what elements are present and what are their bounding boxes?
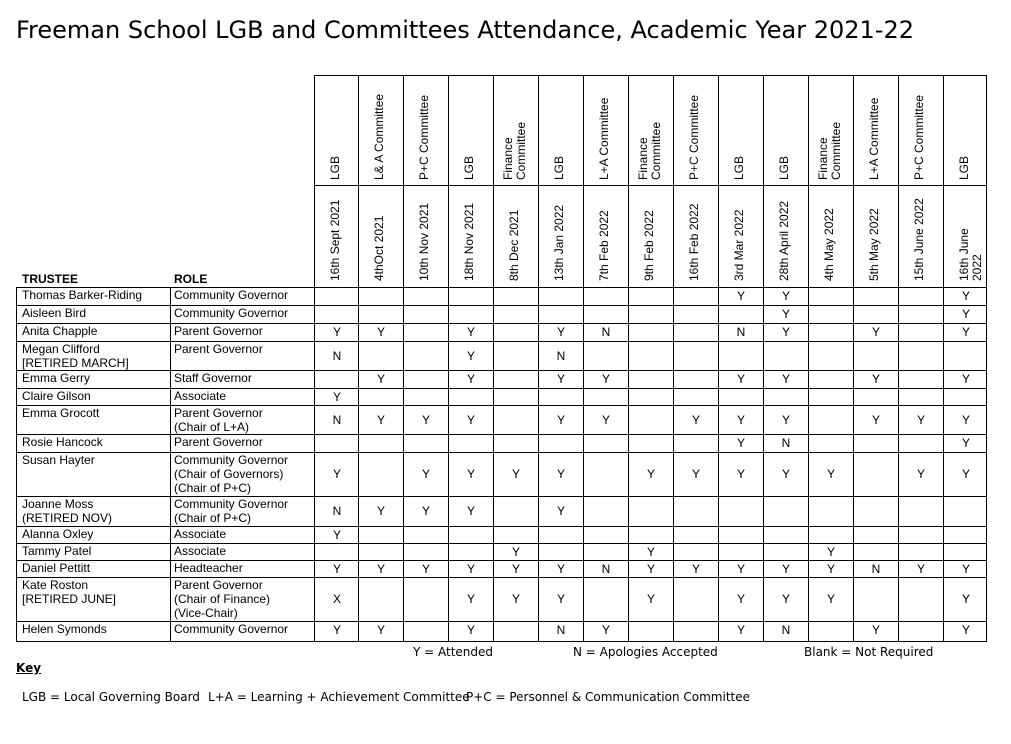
meeting-type-label: LGB: [462, 155, 476, 180]
attendance-mark: Y: [466, 349, 475, 363]
attendance-mark: Y: [466, 413, 475, 427]
attendance-mark: Y: [736, 289, 745, 303]
attendance-mark: Y: [961, 289, 970, 303]
grid-vline: [853, 75, 854, 641]
attendance-mark: Y: [961, 372, 970, 386]
attendance-mark: Y: [646, 545, 655, 559]
role-header: ROLE: [174, 272, 208, 286]
grid-hline: [16, 287, 987, 288]
attendance-mark: Y: [961, 467, 970, 481]
grid-vline: [898, 75, 899, 641]
attendance-mark: Y: [466, 623, 475, 637]
page-title: Freeman School LGB and Committees Attendance, Academic Year 2021-22: [16, 16, 915, 44]
attendance-mark: Y: [511, 545, 520, 559]
attendance-mark: Y: [601, 372, 610, 386]
meeting-date-label: 10th Nov 2021: [417, 202, 431, 281]
grid-vline: [718, 75, 719, 641]
grid-vline: [943, 75, 944, 641]
attendance-mark: Y: [916, 562, 925, 576]
attendance-mark: N: [781, 436, 791, 450]
attendance-mark: Y: [466, 467, 475, 481]
attendance-mark: Y: [871, 325, 880, 339]
grid-hline: [16, 323, 987, 324]
attendance-mark: Y: [466, 592, 475, 606]
meeting-date-label: 16th Feb 2022: [687, 203, 701, 281]
meeting-type-label: L& A Committee: [372, 93, 386, 180]
attendance-mark: Y: [961, 307, 970, 321]
attendance-mark: Y: [826, 467, 835, 481]
meeting-type-label: L+A Committee: [597, 97, 611, 180]
attendance-mark: N: [601, 562, 611, 576]
attendance-mark: Y: [781, 307, 790, 321]
trustee-header: TRUSTEE: [22, 272, 79, 286]
attendance-mark: Y: [421, 504, 430, 518]
attendance-mark: Y: [511, 467, 520, 481]
attendance-mark: Y: [332, 623, 341, 637]
attendance-mark: Y: [376, 623, 385, 637]
attendance-mark: Y: [376, 504, 385, 518]
attendance-mark: Y: [511, 592, 520, 606]
grid-hline: [16, 496, 987, 497]
legend-apologies: N = Apologies Accepted: [573, 645, 718, 659]
legend-blank: Blank = Not Required: [804, 645, 934, 659]
meeting-type-label: P+C Committee: [687, 94, 701, 180]
trustee-name: Anita Chapple: [22, 324, 98, 338]
grid-vline: [403, 75, 404, 641]
attendance-mark: Y: [781, 413, 790, 427]
attendance-mark: Y: [961, 325, 970, 339]
meeting-date-label: 28th April 2022: [777, 200, 791, 281]
grid-vline: [673, 75, 674, 641]
attendance-mark: Y: [826, 545, 835, 559]
attendance-mark: Y: [646, 562, 655, 576]
grid-hline: [16, 577, 987, 578]
meeting-date-label: 16th Sept 2021: [328, 199, 342, 281]
attendance-mark: Y: [421, 562, 430, 576]
meeting-type-label: LGB: [732, 155, 746, 180]
attendance-mark: N: [781, 623, 791, 637]
grid-vline: [583, 75, 584, 641]
trustee-role: Parent Governor: [174, 324, 263, 338]
attendance-mark: Y: [376, 562, 385, 576]
grid-hline: [16, 388, 987, 389]
trustee-role: Community Governor: [174, 622, 289, 636]
attendance-mark: Y: [736, 467, 745, 481]
attendance-mark: Y: [871, 413, 880, 427]
attendance-mark: Y: [916, 467, 925, 481]
attendance-mark: N: [871, 562, 881, 576]
attendance-mark: Y: [466, 504, 475, 518]
trustee-name: Claire Gilson: [22, 389, 91, 403]
attendance-mark: N: [736, 325, 746, 339]
attendance-mark: Y: [961, 413, 970, 427]
meeting-date-label: 3rd Mar 2022: [732, 209, 746, 281]
attendance-mark: Y: [466, 325, 475, 339]
trustee-name: Aisleen Bird: [22, 306, 87, 320]
attendance-mark: Y: [781, 467, 790, 481]
attendance-mark: N: [601, 325, 611, 339]
trustee-role: Parent Governor: [174, 342, 263, 356]
meeting-type-label: Finance Committee: [636, 121, 663, 180]
meeting-type-label: P+C Committee: [912, 94, 926, 180]
trustee-role: Parent Governor (Chair of Finance) (Vice-Chair): [174, 578, 271, 620]
trustee-name: Thomas Barker-Riding: [22, 288, 143, 302]
grid-hline: [16, 641, 987, 642]
attendance-mark: Y: [916, 413, 925, 427]
trustee-role: Community Governor: [174, 288, 289, 302]
attendance-mark: Y: [826, 562, 835, 576]
attendance-mark: Y: [511, 562, 520, 576]
attendance-mark: Y: [736, 592, 745, 606]
attendance-mark: Y: [466, 562, 475, 576]
trustee-name: Joanne Moss (RETIRED NOV): [22, 497, 112, 525]
trustee-name: Susan Hayter: [22, 453, 95, 467]
grid-hline: [16, 370, 987, 371]
trustee-role: Associate: [174, 544, 227, 558]
attendance-mark: Y: [421, 467, 430, 481]
trustee-name: Rosie Hancock: [22, 435, 103, 449]
attendance-mark: Y: [376, 372, 385, 386]
grid-hline: [16, 560, 987, 561]
meeting-date-label: 4thOct 2021: [372, 215, 386, 281]
attendance-mark: Y: [556, 325, 565, 339]
attendance-mark: Y: [556, 467, 565, 481]
grid-vline: [986, 75, 987, 641]
attendance-mark: Y: [736, 562, 745, 576]
meeting-type-label: L+A Committee: [867, 97, 881, 180]
trustee-role: Parent Governor: [174, 435, 263, 449]
trustee-role: Community Governor (Chair of P+C): [174, 497, 289, 525]
trustee-role: Parent Governor (Chair of L+A): [174, 406, 263, 434]
trustee-name: Helen Symonds: [22, 622, 107, 636]
attendance-mark: Y: [961, 436, 970, 450]
attendance-mark: Y: [376, 325, 385, 339]
trustee-role: Community Governor (Chair of Governors) (Chair of P+C): [174, 453, 289, 495]
grid-hline: [16, 434, 987, 435]
trustee-name: Kate Roston [RETIRED JUNE]: [22, 578, 117, 606]
attendance-mark: Y: [332, 325, 341, 339]
attendance-mark: Y: [781, 325, 790, 339]
grid-hline: [16, 341, 987, 342]
attendance-mark: Y: [736, 436, 745, 450]
meeting-date-label: 13th Jan 2022: [552, 204, 566, 281]
attendance-mark: Y: [736, 623, 745, 637]
grid-hline: [16, 452, 987, 453]
meeting-type-label: Finance Committee: [816, 121, 843, 180]
attendance-mark: Y: [332, 390, 341, 404]
attendance-mark: Y: [871, 623, 880, 637]
trustee-name: Daniel Pettitt: [22, 561, 91, 575]
meeting-type-label: P+C Committee: [417, 94, 431, 180]
attendance-mark: Y: [961, 623, 970, 637]
attendance-mark: Y: [826, 592, 835, 606]
attendance-mark: N: [332, 349, 342, 363]
grid-vline: [763, 75, 764, 641]
grid-hline: [16, 543, 987, 544]
trustee-name: Megan Clifford [RETIRED MARCH]: [22, 342, 129, 370]
meeting-date-label: 16th June 2022: [957, 228, 984, 281]
attendance-mark: Y: [781, 562, 790, 576]
meeting-date-label: 9th Feb 2022: [642, 210, 656, 281]
meeting-date-label: 7th Feb 2022: [597, 210, 611, 281]
attendance-mark: Y: [466, 372, 475, 386]
key-la: L+A = Learning + Achievement Committee: [208, 690, 470, 704]
legend-attended: Y = Attended: [413, 645, 494, 659]
trustee-role: Associate: [174, 389, 227, 403]
attendance-mark: Y: [601, 413, 610, 427]
meeting-date-label: 4th May 2022: [822, 208, 836, 281]
meeting-type-label: LGB: [777, 155, 791, 180]
attendance-mark: Y: [556, 592, 565, 606]
trustee-role: Associate: [174, 527, 227, 541]
attendance-mark: Y: [871, 372, 880, 386]
attendance-mark: Y: [646, 467, 655, 481]
attendance-mark: Y: [781, 289, 790, 303]
attendance-mark: Y: [736, 413, 745, 427]
grid-hline: [16, 305, 987, 306]
attendance-mark: Y: [961, 562, 970, 576]
attendance-mark: Y: [556, 504, 565, 518]
trustee-name: Emma Grocott: [22, 406, 100, 420]
meeting-type-label: LGB: [957, 155, 971, 180]
attendance-mark: Y: [781, 372, 790, 386]
attendance-mark: Y: [332, 562, 341, 576]
grid-hline: [16, 405, 987, 406]
attendance-mark: X: [332, 592, 341, 606]
meeting-date-label: 5th May 2022: [867, 208, 881, 281]
attendance-mark: Y: [332, 467, 341, 481]
attendance-mark: Y: [376, 413, 385, 427]
attendance-mark: Y: [556, 372, 565, 386]
attendance-mark: Y: [691, 413, 700, 427]
meeting-date-label: 18th Nov 2021: [462, 202, 476, 281]
meeting-type-label: LGB: [328, 155, 342, 180]
trustee-role: Headteacher: [174, 561, 243, 575]
meeting-date-label: 8th Dec 2021: [507, 209, 521, 281]
attendance-mark: Y: [961, 592, 970, 606]
attendance-mark: Y: [691, 562, 700, 576]
trustee-name: Alanna Oxley: [22, 527, 94, 541]
attendance-mark: Y: [781, 592, 790, 606]
attendance-mark: N: [556, 623, 566, 637]
trustee-role: Staff Governor: [174, 371, 252, 385]
meeting-type-label: Finance Committee: [501, 121, 528, 180]
attendance-mark: N: [332, 504, 342, 518]
attendance-mark: Y: [421, 413, 430, 427]
grid-hline: [314, 75, 987, 76]
key-heading: Key: [16, 661, 42, 675]
attendance-mark: Y: [601, 623, 610, 637]
attendance-mark: Y: [332, 528, 341, 542]
grid-hline: [16, 526, 987, 527]
grid-hline: [16, 621, 987, 622]
attendance-mark: Y: [691, 467, 700, 481]
attendance-mark: N: [332, 413, 342, 427]
attendance-mark: Y: [556, 413, 565, 427]
attendance-mark: N: [556, 349, 566, 363]
meeting-date-label: 15th June 2022: [912, 198, 926, 281]
grid-hline: [314, 185, 987, 186]
key-pc: P+C = Personnel & Communication Committee: [466, 690, 750, 704]
trustee-name: Tammy Patel: [22, 544, 92, 558]
trustee-name: Emma Gerry: [22, 371, 91, 385]
meeting-type-label: LGB: [552, 155, 566, 180]
key-lgb: LGB = Local Governing Board: [22, 690, 200, 704]
attendance-mark: Y: [736, 372, 745, 386]
attendance-mark: Y: [556, 562, 565, 576]
trustee-role: Community Governor: [174, 306, 289, 320]
attendance-mark: Y: [646, 592, 655, 606]
